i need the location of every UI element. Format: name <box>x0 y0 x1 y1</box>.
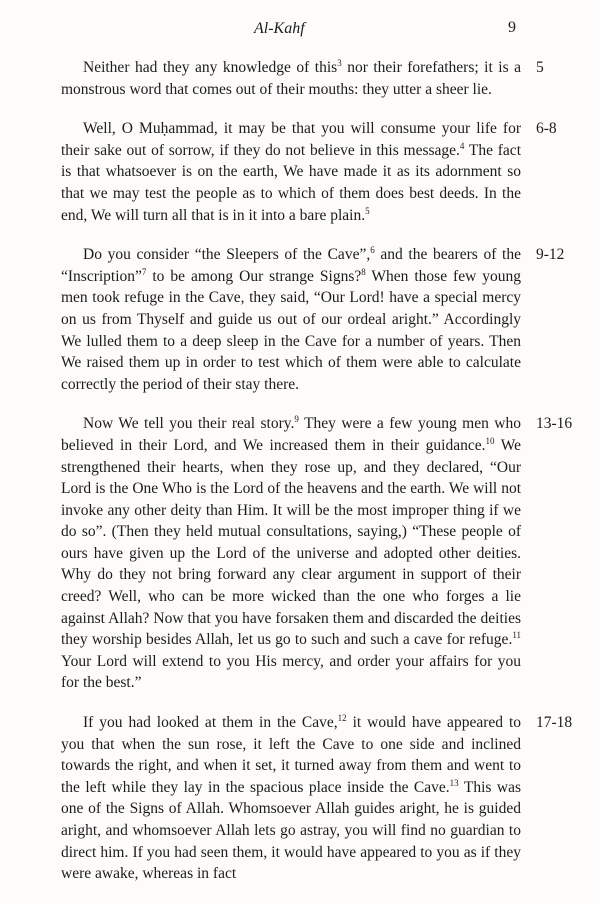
text-run: Well, O Muḥammad, it may be that you will consume your life for their sake out of sorrow, if they do not believe in this message. <box>61 120 521 159</box>
paragraph <box>61 712 521 885</box>
footnote-marker: 5 <box>365 205 370 216</box>
verse-section <box>0 413 600 694</box>
footnote-marker: 4 <box>459 140 465 151</box>
footnote-marker: 12 <box>337 712 347 723</box>
verse-reference: 6-8 <box>536 120 557 138</box>
text-run: nor their forefathers; it is a monstrous word that comes out of their mouths: they utter a sheer lie. <box>61 59 521 98</box>
footnote-marker: 9 <box>294 414 299 425</box>
footnote-marker: 11 <box>512 630 521 641</box>
verse-reference: 13-16 <box>536 415 573 433</box>
footnote-marker: 8 <box>361 266 366 277</box>
text-run: This was one of the Signs of Allah. Whomsoever Allah guides aright, he is guided aright, and whomsoever Allah lets go astray, you will find no guardian to direct him. If you had seen them, it would have appeared to you as if they were awake, whereas in fact <box>61 778 521 883</box>
text-run: and the bearers of the “Inscription” <box>61 246 521 285</box>
verse-reference: 9-12 <box>536 246 565 264</box>
verse-section <box>0 57 600 100</box>
text-run: it would have appeared to you that when the sun rose, it left the Cave to one side and inclined towards the right, and when it set, it turned away from them and went to the left while they lay in the spacious place inside the Cave. <box>61 714 521 796</box>
verse-section <box>0 712 600 885</box>
text-run: Neither had they any knowledge of this <box>83 59 338 76</box>
text-run: We strengthened their hearts, when they rose up, and they declared, “Our Lord is the One Who is the Lord of the heavens and the earth. We will not invoke any other deity than Him. It will be the most improper thing if we do so”. (Then they held mutual consultations, saying,) “These people of ours have given up the Lord of the universe and adopted other deities. Why do they not bring forward any clear argument in support of their creed? Well, who can be more wicked than the one who forges a lie against Allah? Now that you have forsaken them and discarded the deities they worship besides Allah, let us go to such and such a cave for refuge. <box>61 436 521 649</box>
footnote-marker: 10 <box>485 435 495 446</box>
text-run: When those few young men took refuge in the Cave, they said, “Our Lord! have a special mercy on us from Thyself and guide us out of our ordeal aright.” Accordingly We lulled them to a deep sleep in the Cave for a number of years. Then We raised them up in order to test which of them were able to calculate correctly the period of their stay there. <box>61 267 521 393</box>
text-run: They were a few young men who believed in their Lord, and We increased them in their guidance. <box>61 415 521 454</box>
verse-section <box>0 118 600 226</box>
text-run: Do you consider “the Sleepers of the Cave”, <box>83 246 371 264</box>
text-run: Your Lord will extend to you His mercy, and order your affairs for you for the best.” <box>61 652 521 692</box>
footnote-marker: 6 <box>370 245 375 255</box>
verse-reference: 17-18 <box>536 714 573 732</box>
page-header <box>0 14 600 38</box>
paragraph <box>61 57 521 100</box>
text-run: If you had looked at them in the Cave, <box>83 714 338 732</box>
footnote-marker: 3 <box>337 57 342 68</box>
text-run: The fact is that whatsoever is on the earth, We have made it as its adornment so that we may test the people as to which of them does best deeds. In the end, We will turn all that is in it into a bare plain. <box>61 141 521 224</box>
text-run: to be among Our strange Signs? <box>146 267 362 285</box>
footnote-marker: 13 <box>449 777 459 788</box>
paragraph <box>61 413 521 694</box>
verse-reference: 5 <box>536 59 544 76</box>
footnote-marker: 7 <box>141 266 147 277</box>
running-title: Al-Kahf <box>254 20 305 37</box>
text-run: Now We tell you their real story. <box>83 415 295 433</box>
page-number: 9 <box>508 19 516 36</box>
paragraph <box>61 244 521 395</box>
verse-section <box>0 244 600 395</box>
page-body <box>0 57 600 903</box>
paragraph <box>61 118 521 226</box>
